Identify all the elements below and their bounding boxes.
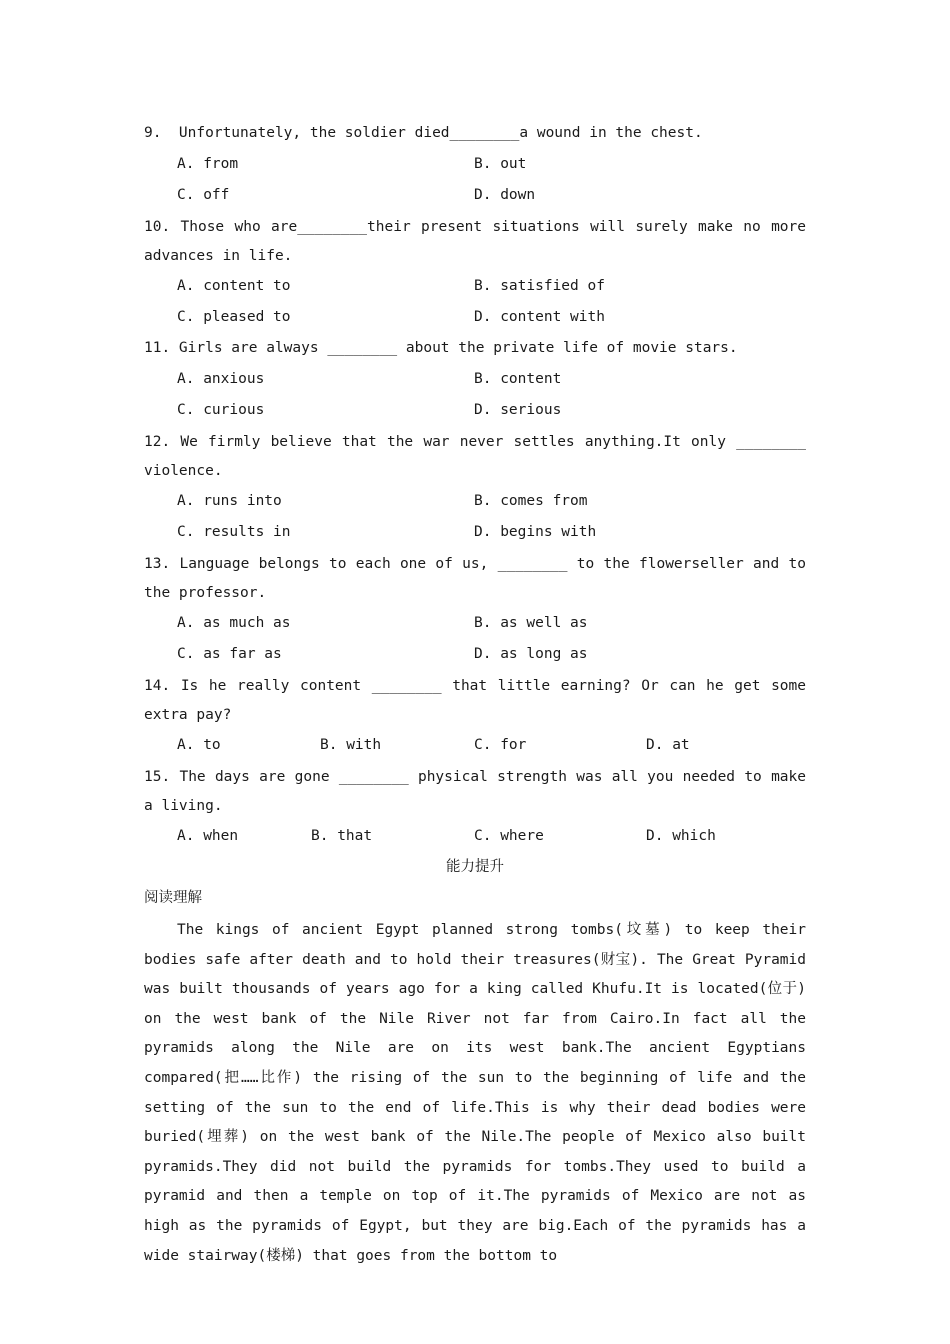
option-c[interactable]: C. for xyxy=(474,737,527,753)
option-row xyxy=(144,732,806,763)
option-d[interactable]: D. as long as xyxy=(474,646,588,662)
option-row xyxy=(144,366,806,397)
option-b[interactable]: B. that xyxy=(311,828,373,844)
question-stem: 9. Unfortunately, the soldier died________a wound in the chest. xyxy=(144,125,703,141)
option-b[interactable]: B. satisfied of xyxy=(474,278,605,294)
option-c[interactable]: C. curious xyxy=(177,402,265,418)
reading-label: 阅读理解 xyxy=(144,890,202,906)
option-row xyxy=(144,823,806,854)
reading-passage: The kings of ancient Egypt planned strong tombs(坟墓) to keep their bodies safe after death and to hold their treasures(财宝). The Great Pyramid was built thousands of years ago for a king called Khufu.It is located(位于) on the west bank of the Nile River not far from Cairo.In fact all the pyramids along the Nile are on its west bank.The ancient Egyptians compared(把……比作) the rising of the sun to the beginning of life and the setting of the sun to the end of life.This is why their dead bodies were buried(埋葬) on the west bank of the Nile.The people of Mexico also built pyramids.They did not build the pyramids for tombs.They used to build a pyramid and then a temple on top of it.The pyramids of Mexico are not as high as the pyramids of Egypt, but they are big.Each of the pyramids has a wide stairway(楼梯) that goes from the bottom to xyxy=(144,922,806,1264)
option-row xyxy=(144,488,806,519)
option-row xyxy=(144,182,806,213)
option-b[interactable]: B. with xyxy=(320,737,382,753)
option-c[interactable]: C. as far as xyxy=(177,646,282,662)
question-stem: 13. Language belongs to each one of us, ________ to the flowerseller and to the professor. xyxy=(144,556,806,601)
option-b[interactable]: B. comes from xyxy=(474,493,588,509)
option-d[interactable]: D. content with xyxy=(474,309,605,325)
option-a[interactable]: A. content to xyxy=(177,278,291,294)
option-c[interactable]: C. off xyxy=(177,187,230,203)
section-title: 能力提升 xyxy=(446,859,504,875)
option-d[interactable]: D. serious xyxy=(474,402,562,418)
option-a[interactable]: A. as much as xyxy=(177,615,291,631)
option-row xyxy=(144,397,806,428)
option-d[interactable]: D. begins with xyxy=(474,524,597,540)
option-a[interactable]: A. anxious xyxy=(177,371,265,387)
option-c[interactable]: C. pleased to xyxy=(177,309,291,325)
option-a[interactable]: A. to xyxy=(177,737,221,753)
option-c[interactable]: C. results in xyxy=(177,524,291,540)
question-stem: 11. Girls are always ________ about the private life of movie stars. xyxy=(144,340,738,356)
option-b[interactable]: B. content xyxy=(474,371,562,387)
question-stem: 14. Is he really content ________ that little earning? Or can he get some extra pay? xyxy=(144,678,806,723)
option-b[interactable]: B. out xyxy=(474,156,527,172)
option-row xyxy=(144,273,806,304)
option-row xyxy=(144,304,806,335)
option-a[interactable]: A. when xyxy=(177,828,239,844)
option-row xyxy=(144,610,806,641)
question-stem: 15. The days are gone ________ physical strength was all you needed to make a living. xyxy=(144,769,806,814)
question-stem: 12. We firmly believe that the war never settles anything.It only ________ violence. xyxy=(144,434,806,479)
option-a[interactable]: A. from xyxy=(177,156,239,172)
option-c[interactable]: C. where xyxy=(474,828,544,844)
option-row xyxy=(144,151,806,182)
option-d[interactable]: D. at xyxy=(646,737,690,753)
option-d[interactable]: D. which xyxy=(646,828,716,844)
option-a[interactable]: A. runs into xyxy=(177,493,282,509)
exam-page xyxy=(144,120,806,1271)
question-stem: 10. Those who are________their present situations will surely make no more advances in life. xyxy=(144,219,806,264)
option-row xyxy=(144,519,806,550)
option-row xyxy=(144,641,806,672)
option-d[interactable]: D. down xyxy=(474,187,536,203)
option-b[interactable]: B. as well as xyxy=(474,615,588,631)
